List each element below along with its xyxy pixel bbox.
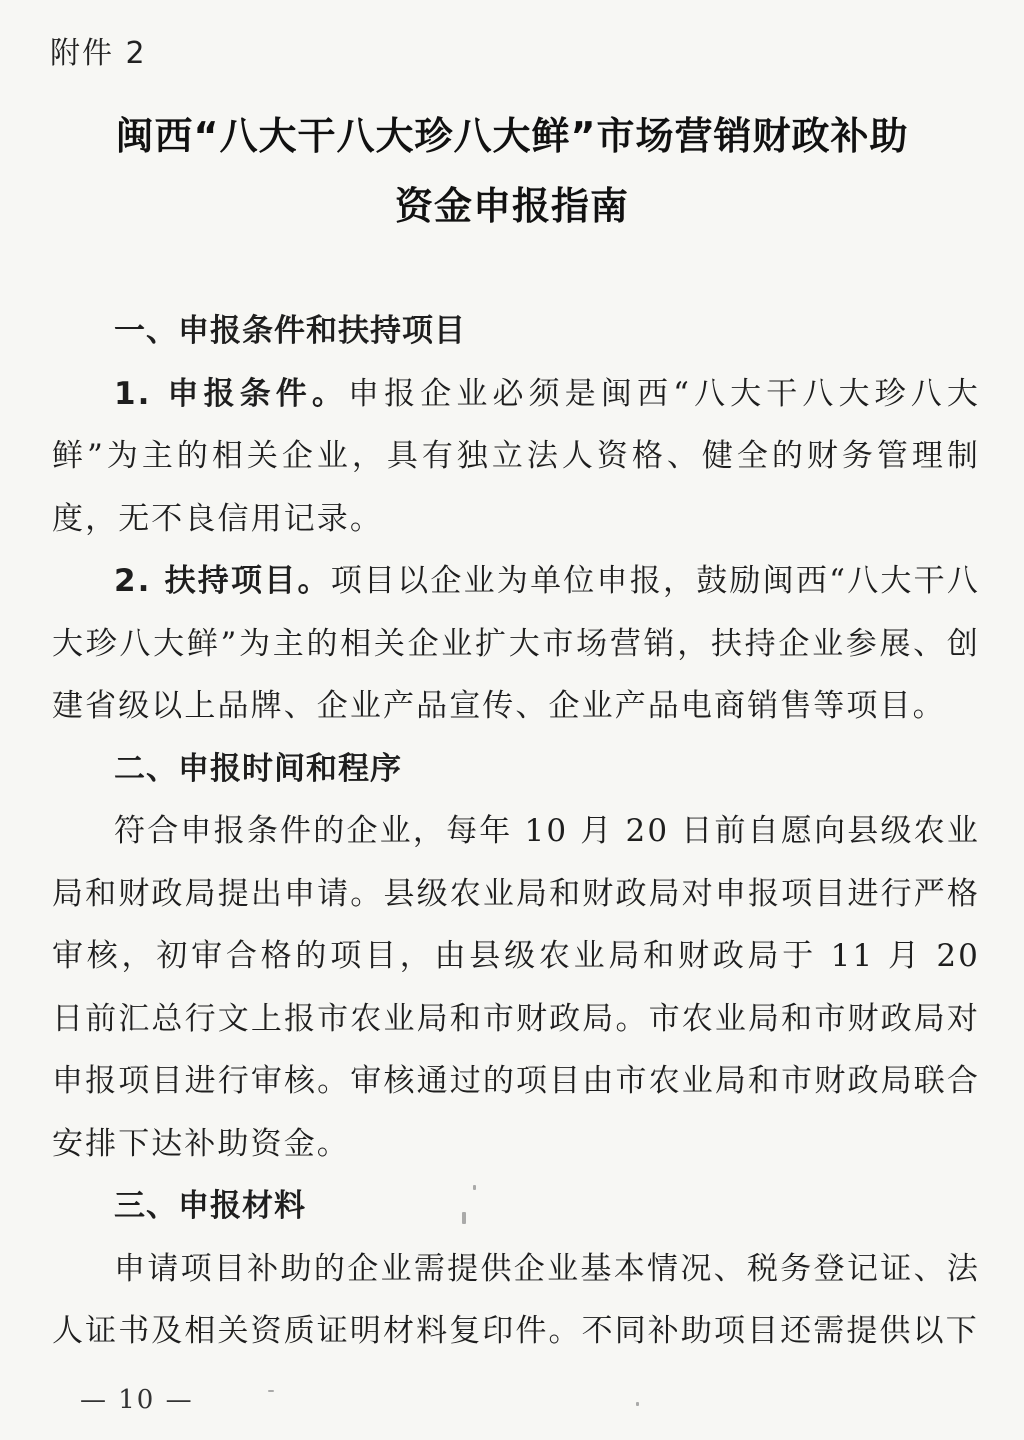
section-2-heading: 二、申报时间和程序 <box>114 750 402 787</box>
section-1-paragraph-1-text: 申报企业必须是闽西“八大干八大珍八大鲜”为主的相关企业，具有独立法人资格、健全的财务管理制度，无不良信用记录。 <box>52 375 980 537</box>
scan-speck <box>268 1390 274 1392</box>
section-2-paragraph-1: 符合申报条件的企业，每年 10 月 20 日前自愿向县级农业局和财政局提出申请。县级农业局和财政局对申报项目进行严格审核，初审合格的项目，由县级农业局和财政局于 11 月 20 日前汇总行文上报市农业局和市财政局。市农业局和市财政局对申报项目进行审核。审核通过的项目由市农业局和市财政局联合安排下达补助资金。 <box>52 813 980 1162</box>
section-3-heading: 三、申报材料 <box>114 1188 306 1224</box>
page-number: — 10 — <box>80 1385 194 1415</box>
section-1-paragraph-1 <box>52 363 980 551</box>
section-1-heading: 一、申报条件和扶持项目 <box>114 313 466 349</box>
section-1-paragraph-2-lead: 2. 扶持项目。 <box>114 563 331 599</box>
document-title-line-2: 资金申报指南 <box>394 184 629 228</box>
attachment-label: 附件 2 <box>50 36 147 71</box>
scan-speck <box>636 1402 639 1406</box>
section-1-paragraph-2 <box>52 550 980 738</box>
document-body <box>52 300 980 1363</box>
scan-speck <box>473 1185 476 1190</box>
section-3-paragraph-1: 申请项目补助的企业需提供企业基本情况、税务登记证、法人证书及相关资质证明材料复印件。不同补助项目还需提供以下 <box>52 1250 980 1349</box>
scan-speck <box>462 1212 466 1224</box>
document-title-line-1: 闽西“八大干八大珍八大鲜”市场营销财政补助 <box>115 114 909 158</box>
section-1-paragraph-1-lead: 1. 申报条件。 <box>114 375 349 412</box>
section-1-paragraph-2-text: 项目以企业为单位申报，鼓励闽西“八大干八大珍八大鲜”为主的相关企业扩大市场营销，扶持企业参展、创建省级以上品牌、企业产品宣传、企业产品电商销售等项目。 <box>52 563 980 724</box>
